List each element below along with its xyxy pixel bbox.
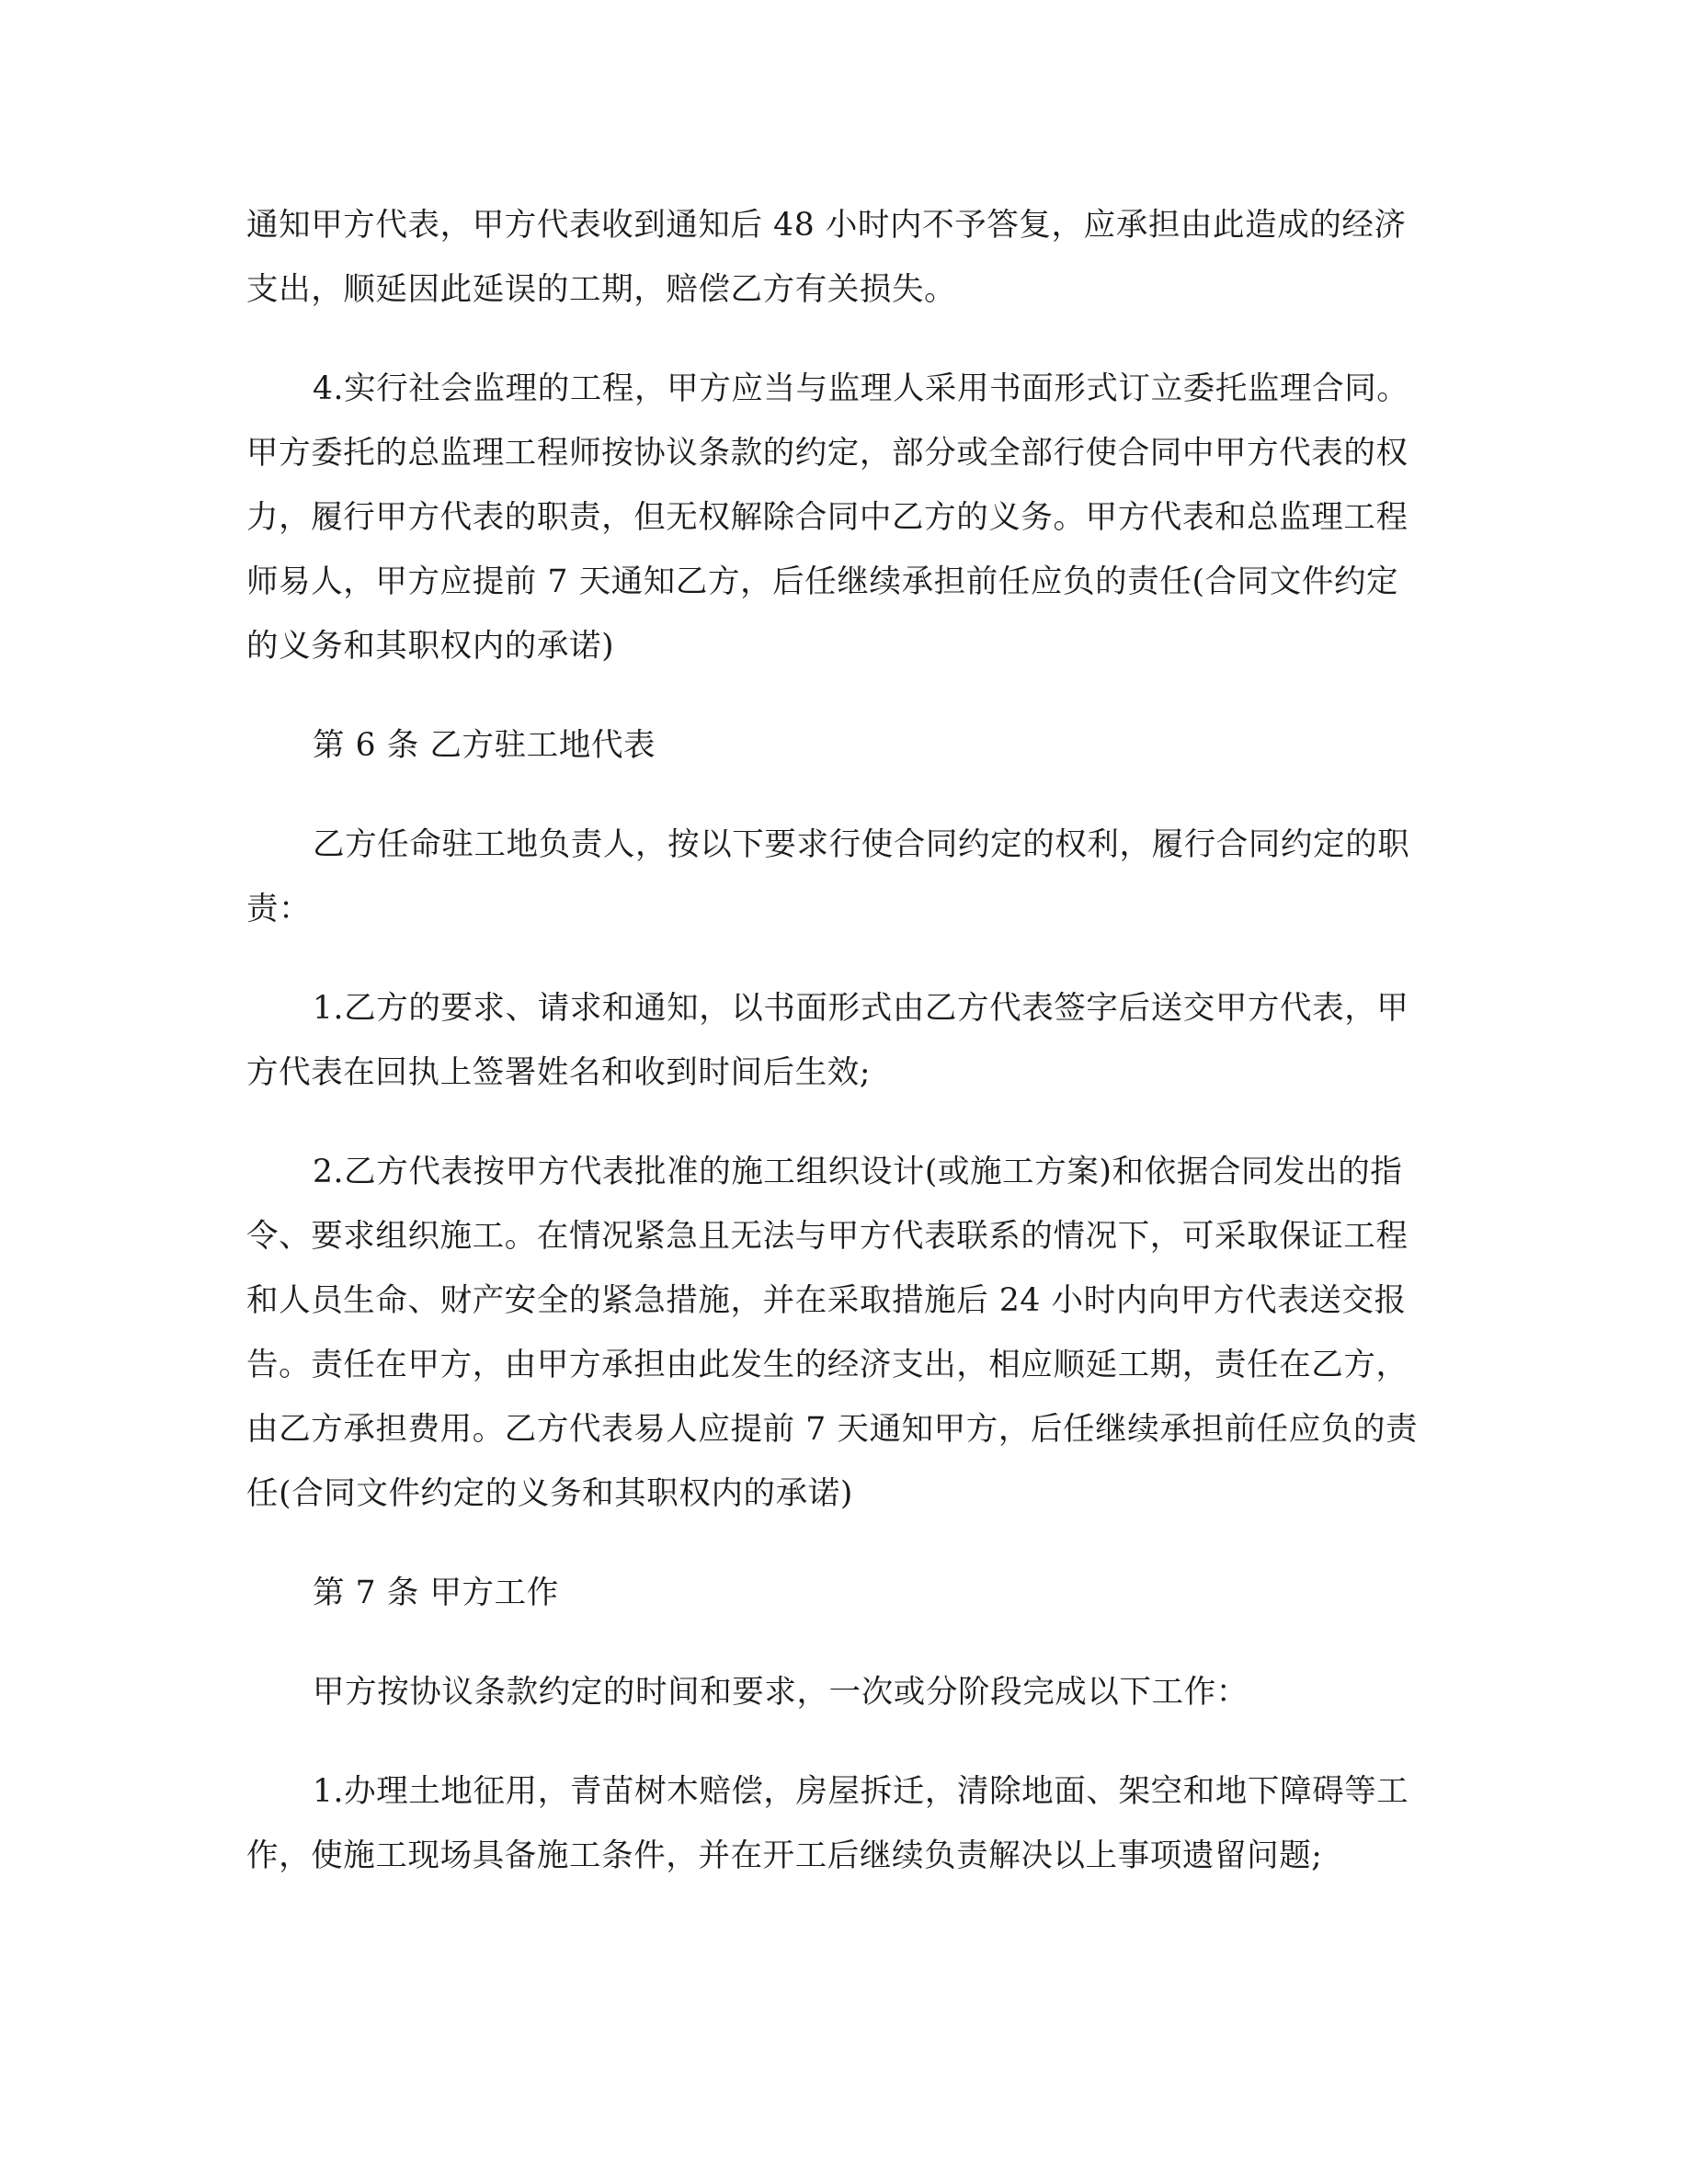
text-line: 甲方按协议条款约定的时间和要求，一次或分阶段完成以下工作： (313, 1674, 1249, 1711)
text-line: 任(合同文件约定的义务和其职权内的承诺) (246, 1475, 853, 1512)
text-line: 4.实行社会监理的工程，甲方应当与监理人采用书面形式订立委托监理合同。 (313, 370, 1409, 407)
text-line: 乙方任命驻工地负责人，按以下要求行使合同约定的权利，履行合同约定的职 (313, 826, 1410, 863)
text-line: 和人员生命、财产安全的紧急措施，并在采取措施后 24 小时内向甲方代表送交报 (246, 1282, 1407, 1319)
text-line: 1.办理土地征用，青苗树木赔偿，房屋拆迁，清除地面、架空和地下障碍等工 (313, 1773, 1409, 1810)
heading-text: 第 7 条 甲方工作 (313, 1575, 559, 1611)
paragraph-article-6-intro (246, 813, 1442, 941)
text-line: 甲方委托的总监理工程师按协议条款的约定，部分或全部行使合同中甲方代表的权 (246, 435, 1409, 472)
text-line: 作，使施工现场具备施工条件，并在开工后继续负责解决以上事项遗留问题; (246, 1837, 1323, 1874)
paragraph-article-6-item-2 (246, 1140, 1442, 1526)
text-line: 告。责任在甲方，由甲方承担由此发生的经济支出，相应顺延工期，责任在乙方， (246, 1347, 1409, 1383)
text-line: 责： (246, 891, 312, 927)
paragraph-article-7-intro (246, 1660, 1442, 1724)
text-line: 力，履行甲方代表的职责，但无权解除合同中乙方的义务。甲方代表和总监理工程 (246, 499, 1409, 536)
text-line: 支出，顺延因此延误的工期，赔偿乙方有关损失。 (246, 271, 957, 308)
text-line: 2.乙方代表按甲方代表批准的施工组织设计(或施工方案)和依据合同发出的指 (313, 1154, 1403, 1190)
text-line: 由乙方承担费用。乙方代表易人应提前 7 天通知甲方，后任继续承担前任应负的责 (246, 1411, 1419, 1448)
text-line: 令、要求组织施工。在情况紧急且无法与甲方代表联系的情况下，可采取保证工程 (246, 1218, 1409, 1255)
paragraph-1-continuation (246, 193, 1442, 322)
paragraph-clause-4 (246, 357, 1442, 678)
text-line: 方代表在回执上签署姓名和收到时间后生效; (246, 1054, 872, 1091)
heading-text: 第 6 条 乙方驻工地代表 (313, 727, 656, 764)
section-heading-article-6 (246, 713, 1442, 778)
text-line: 的义务和其职权内的承诺) (246, 628, 615, 665)
section-heading-article-7 (246, 1561, 1442, 1625)
paragraph-article-7-item-1 (246, 1759, 1442, 1888)
text-line: 1.乙方的要求、请求和通知，以书面形式由乙方代表签字后送交甲方代表，甲 (313, 990, 1409, 1027)
text-line: 通知甲方代表，甲方代表收到通知后 48 小时内不予答复，应承担由此造成的经济 (246, 207, 1407, 244)
document-body (246, 193, 1442, 1923)
text-line: 师易人，甲方应提前 7 天通知乙方，后任继续承担前任应负的责任(合同文件约定 (246, 563, 1399, 600)
paragraph-article-6-item-1 (246, 976, 1442, 1105)
